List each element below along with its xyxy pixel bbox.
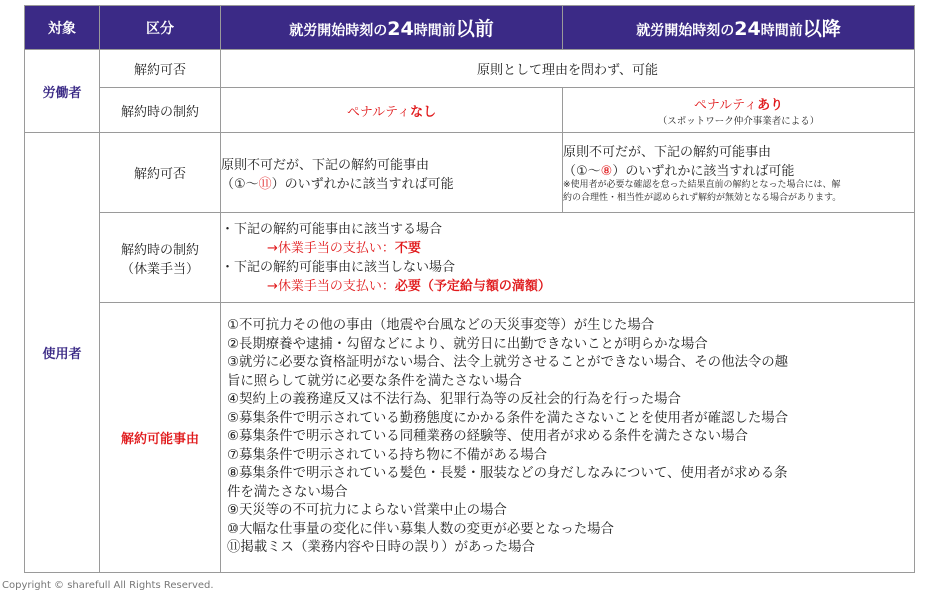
employer-label: 使用者 <box>25 133 100 573</box>
table-row <box>25 50 915 88</box>
list-item: ⑥募集条件で明示されている同種業務の経験等、使用者が求める条件を満たさない場合 <box>227 429 748 445</box>
worker-restriction-after-note: （スポットワーク仲介事業者による） <box>657 115 820 127</box>
list-item: ①不可抗力その他の事由（地震や台風などの天災事変等）が生じた場合 <box>227 318 655 334</box>
list-item: ⑪掲載ミス（業務内容や日時の誤り）があった場合 <box>227 540 535 556</box>
worker-label: 労働者 <box>25 50 100 133</box>
list-item: ②長期療養や逮捕・勾留などにより、就労日に出勤できないことが明らかな場合 <box>227 336 708 352</box>
copyright: Copyright © sharefull All Rights Reserved. <box>2 580 214 591</box>
employer-restriction-value: ・下記の解約可能事由に該当する場合 →休業手当の支払い：不要 ・下記の解約可能事由に該当しない場合 →休業手当の支払い：必要（予定給与額の満額） <box>221 213 915 303</box>
employer-cancel-before: 原則不可だが、下記の解約可能事由 （①〜⑪）のいずれかに該当すれば可能 <box>221 133 563 213</box>
table-row <box>25 303 915 573</box>
worker-restriction-after: ペナルティあり （スポットワーク仲介事業者による） <box>563 88 915 133</box>
list-item: ⑦募集条件で明示されている持ち物に不備がある場合 <box>227 447 547 463</box>
table-row <box>25 88 915 133</box>
table-row <box>25 133 915 213</box>
header-after-24h: 就労開始時刻の24時間前以降 <box>563 6 915 50</box>
list-item: 旨に照らして就労に必要な条件を満たさない場合 <box>227 373 522 389</box>
worker-restriction-before: ペナルティなし <box>221 88 563 133</box>
table-row <box>25 213 915 303</box>
header-before-24h: 就労開始時刻の24時間前以前 <box>221 6 563 50</box>
table-header-row <box>25 6 915 50</box>
list-item: 件を満たさない場合 <box>227 484 348 500</box>
list-item: ④契約上の義務違反又は不法行為、犯罪行為等の反社会的行為を行った場合 <box>227 392 681 408</box>
worker-cancel-label: 解約可否 <box>100 50 221 88</box>
header-target: 対象 <box>25 6 100 50</box>
header-category: 区分 <box>100 6 221 50</box>
reasons-list <box>221 303 915 573</box>
reasons-label: 解約可能事由 <box>100 303 221 573</box>
list-item: ⑩大幅な仕事量の変化に伴い募集人数の変更が必要となった場合 <box>227 521 614 537</box>
comparison-table <box>24 5 915 573</box>
list-item: ③就労に必要な資格証明がない場合、法令上就労させることができない場合、その他法令の趣 <box>227 355 789 371</box>
employer-cancel-after: 原則不可だが、下記の解約可能事由 （①〜⑧）のいずれかに該当すれば可能 ※使用者が必要な確認を怠った結果直前の解約となった場合には、解 約の合理性・相当性が認められず解約が無効となる場合があります。 <box>563 133 915 213</box>
employer-cancel-label: 解約可否 <box>100 133 221 213</box>
list-item: ⑧募集条件で明示されている髪色・長髪・服装などの身だしなみについて、使用者が求める条 <box>227 466 788 482</box>
worker-cancel-value: 原則として理由を問わず、可能 <box>221 50 915 88</box>
list-item: ⑤募集条件で明示されている勤務態度にかかる条件を満たさないことを使用者が確認した場合 <box>227 410 789 426</box>
list-item: ⑨天災等の不可抗力によらない営業中止の場合 <box>227 503 507 519</box>
employer-restriction-label: 解約時の制約 （休業手当） <box>100 213 221 303</box>
worker-restriction-label: 解約時の制約 <box>100 88 221 133</box>
